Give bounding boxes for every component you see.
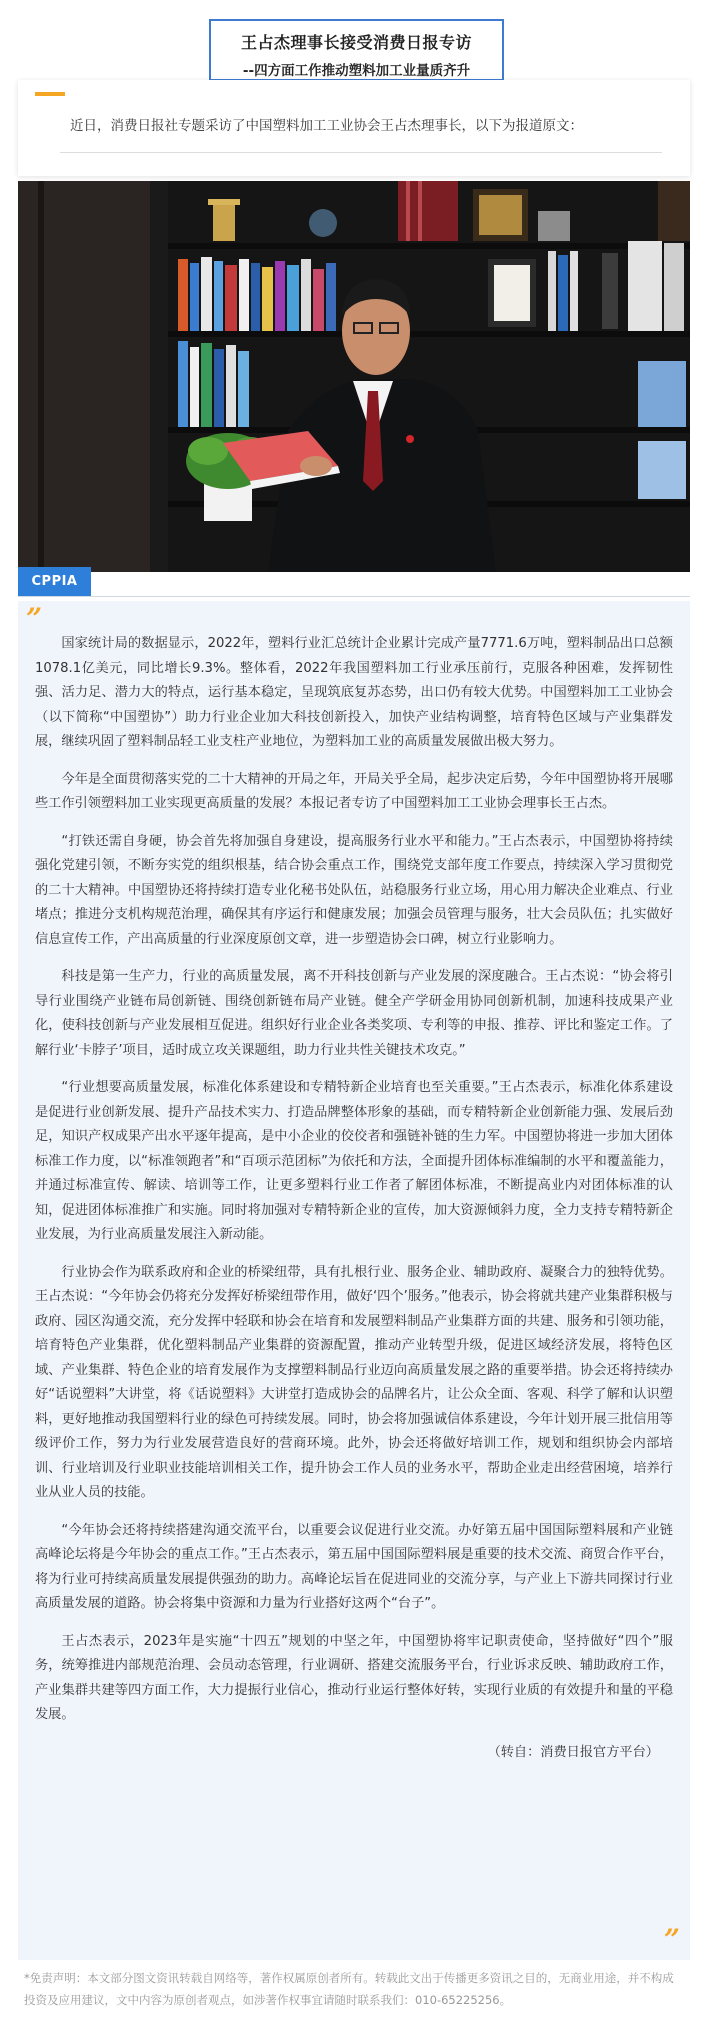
article-paragraph-3: “打铁还需自身硬，协会首先将加强自身建设，提高服务行业水平和能力。”王占杰表示，中国塑协将持续强化党建引领，不断夯实党的组织根基，结合协会重点工作，围绕党支部年度工作要点，持续深入学习贯彻党的二十大精神。中国塑协还将持续打造专业化秘书处队伍，站稳服务行业立场，用心用力解决企业难点、行业堵点；推进分支机构规范治理，确保其有序运行和健康发展；加强会员管理与服务，壮大会员队伍；扎实做好信息宣传工作，产出高质量的行业深度原创文章，进一步塑造协会口碑，树立行业影响力。 xyxy=(35,833,673,947)
article-paragraph-4: 科技是第一生产力，行业的高质量发展，离不开科技创新与产业发展的深度融合。王占杰说：“协会将引导行业围绕产业链布局创新链、围绕创新链布局产业链。健全产学研金用协同创新机制，加速科技成果产业化，使科技创新与产业发展相互促进。组织好行业企业各类奖项、专利等的申报、推荐、评比和鉴定工作。了解行业‘卡脖子’项目，适时成立攻关课题组，助力行业共性关键技术攻克。” xyxy=(35,969,673,1058)
cppia-tab: CPPIA xyxy=(18,567,91,597)
source-credit: （转自：消费日报官方平台） xyxy=(487,1744,659,1760)
disclaimer-text: *免责声明：本文部分图文资讯转载自网络等，著作权属原创者所有。转载此文出于传播更多资讯之目的，无商业用途，并不构成投资及应用建议，文中内容为原创者观点，如涉著作权事宜请随时联系我们：010-65225256。 xyxy=(24,1971,674,2007)
interview-photo xyxy=(18,181,690,572)
article-paragraph-7: “今年协会还将持续搭建沟通交流平台，以重要会议促进行业交流。办好第五届中国国际塑料展和产业链高峰论坛将是今年协会的重点工作。”王占杰表示，第五届中国国际塑料展是重要的技术交流、商贸合作平台，将为行业可持续高质量发展提供强劲的助力。高峰论坛旨在促进同业的交流分享，与产业上下游共同探讨行业高质量发展的道路。协会将集中资源和力量为行业搭好这两个“台子”。 xyxy=(35,1522,673,1611)
page-title: 王占杰理事长接受消费日报专访 xyxy=(240,33,472,52)
title-box xyxy=(209,19,504,81)
intro-divider xyxy=(60,152,662,153)
article-paragraph-8: 王占杰表示，2023年是实施“十四五”规划的中坚之年，中国塑协将牢记职责使命，坚持做好“四个”服务，统筹推进内部规范治理、会员动态管理，行业调研、搭建交流服务平台，行业诉求反映、辅助政府工作，产业集群共建等四方面工作，大力提振行业信心，推动行业运行整体好转，实现行业质的有效提升和量的平稳发展。 xyxy=(35,1633,673,1722)
article-paragraph-5: “行业想要高质量发展，标准化体系建设和专精特新企业培育也至关重要。”王占杰表示，标准化体系建设是促进行业创新发展、提升产品技术实力、打造品牌整体形象的基础，而专精特新企业创新能力强、发展后劲足，知识产权成果产出水平逐年提高，是中小企业的佼佼者和强链补链的生力军。中国塑协将进一步加大团体标准工作力度，以“标准领跑者”和“百项示范团标”为依托和方法，全面提升团体标准编制的水平和覆盖能力，并通过标准宣传、解读、培训等工作，让更多塑料行业工作者了解团体标准，不断提高业内对团体标准的认知，促进团体标准推广和实施。同时将加强对专精特新企业的宣传，加大资源倾斜力度，全力支持专精特新企业发展，为行业高质量发展注入新动能。 xyxy=(35,1080,673,1242)
tab-divider xyxy=(18,596,690,597)
article-paragraph-1: 国家统计局的数据显示，2022年，塑料行业汇总统计企业累计完成产量7771.6万吨，塑料制品出口总额1078.1亿美元，同比增长9.3%。整体看，2022年我国塑料加工行业承压前行，克服各种困难，发挥韧性强、活力足、潜力大的特点，运行基本稳定，呈现筑底复苏态势，出口仍有较大优势。中国塑料加工工业协会（以下简称“中国塑协”）助力行业企业加大科技创新投入，加快产业结构调整，培育特色区域与产业集群发展，继续巩固了塑料制品轻工业支柱产业地位，为塑料加工业的高质量发展做出极大努力。 xyxy=(35,636,673,749)
article-body xyxy=(35,632,673,1765)
article-card xyxy=(18,601,690,1960)
intro-text: 近日，消费日报社专题采访了中国塑料加工工业协会王占杰理事长，以下为报道原文： xyxy=(70,118,583,134)
page-subtitle: --四方面工作推动塑料加工业量质齐升 xyxy=(242,63,471,79)
intro-block xyxy=(18,80,690,176)
article-paragraph-2: 今年是全面贯彻落实党的二十大精神的开局之年，开局关乎全局，起步决定后势，今年中国塑协将开展哪些工作引领塑料加工业实现更高质量的发展？本报记者专访了中国塑料加工工业协会理事长王占杰。 xyxy=(35,771,673,811)
close-quote-icon: ” xyxy=(663,1923,680,1956)
open-quote-icon: ” xyxy=(26,602,43,635)
accent-bar xyxy=(35,92,65,96)
article-paragraph-6: 行业协会作为联系政府和企业的桥梁纽带，具有扎根行业、服务企业、辅助政府、凝聚合力的独特优势。王占杰说：“今年协会仍将充分发挥好桥梁纽带作用，做好‘四个’服务。”他表示，协会将就共建产业集群积极与政府、园区沟通交流，充分发挥中轻联和协会在培育和发展塑料制品产业集群方面的共建、服务和引领功能，培育特色产业集群，优化塑料制品产业集群的资源配置，推动产业转型升级，促进区域经济发展，将特色区域、产业集群、特色企业的培育发展作为支撑塑料制品行业迈向高质量发展之路的重要举措。协会还将持续办好“话说塑料”大讲堂，将《话说塑料》大讲堂打造成协会的品牌名片，让公众全面、客观、科学了解和认识塑料，更好地推动我国塑料行业的绿色可持续发展。同时，协会将加强诚信体系建设，今年计划开展三批信用等级评价工作，努力为行业发展营造良好的营商环境。此外，协会还将做好培训工作，规划和组织协会内部培训、行业培训及行业职业技能培训相关工作，提升协会工作人员的业务水平，帮助企业走出经营困境，培养行业从业人员的技能。 xyxy=(35,1264,673,1500)
